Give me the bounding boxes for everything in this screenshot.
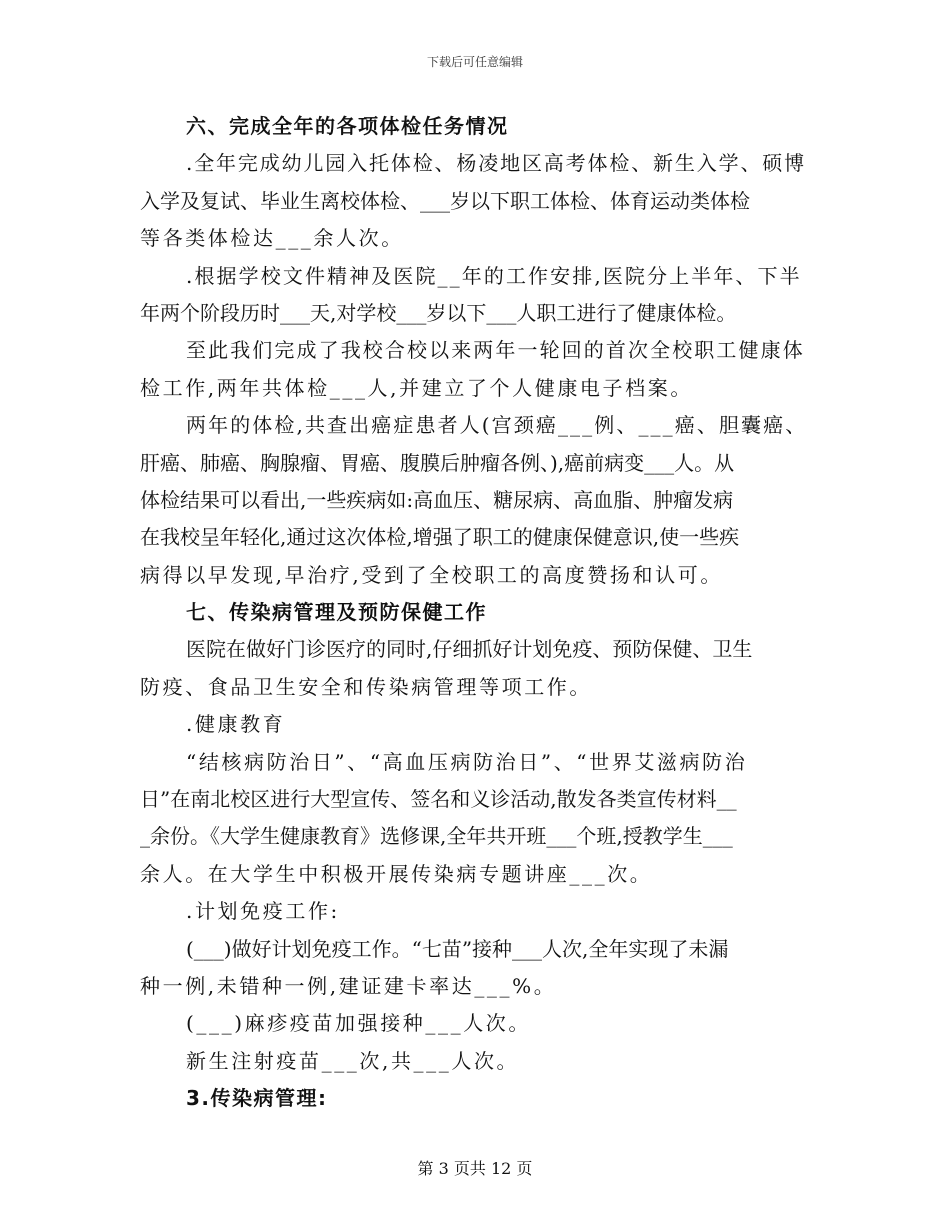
paragraph-line: 肝癌、肺癌、胸腺瘤、胃癌、腹膜后肿瘤各例、),癌前病变___人。从 bbox=[140, 450, 735, 475]
subheading-line: 3.传染病管理: bbox=[186, 1086, 328, 1111]
paragraph-line: 病得以早发现,早治疗,受到了全校职工的高度赞扬和认可。 bbox=[140, 562, 723, 587]
paragraph-line: 体检结果可以看出,一些疾病如:高血压、糖尿病、高血脂、肿瘤发病 bbox=[140, 487, 734, 512]
section-heading-6: 六、完成全年的各项体检任务情况 bbox=[186, 114, 509, 138]
paragraph-line: 日”在南北校区进行大型宣传、签名和义诊活动,散发各类宣传材料__ bbox=[140, 787, 737, 812]
paragraph-line: (___)麻疹疫苗加强接种___人次。 bbox=[186, 1011, 532, 1036]
paragraph-line: 入学及复试、毕业生离校体检、___岁以下职工体检、体育运动类体检 bbox=[140, 188, 750, 213]
paragraph-line: .根据学校文件精神及医院__年的工作安排,医院分上半年、下半 bbox=[186, 263, 802, 288]
paragraph-line: 在我校呈年轻化,通过这次体检,增强了职工的健康保健意识,使一些疾 bbox=[140, 525, 740, 550]
paragraph-line: (___)做好计划免疫工作。“七苗”接种___人次,全年实现了未漏 bbox=[186, 936, 729, 961]
paragraph-line: 余人。在大学生中积极开展传染病专题讲座___次。 bbox=[140, 861, 653, 886]
paragraph-line: 新生注射疫苗___次,共___人次。 bbox=[186, 1048, 520, 1073]
paragraph-line: 等各类体检达___余人次。 bbox=[140, 226, 404, 251]
paragraph-line: 至此我们完成了我校合校以来两年一轮回的首次全校职工健康体 bbox=[186, 338, 805, 363]
paragraph-line: 两年的体检,共查出癌症患者人(宫颈癌___例、___癌、胆囊癌、 bbox=[186, 413, 808, 438]
paragraph-line: 医院在做好门诊医疗的同时,仔细抓好计划免疫、预防保健、卫生 bbox=[186, 637, 753, 662]
section-heading-7: 七、传染病管理及预防保健工作 bbox=[186, 600, 487, 625]
page-header: 下载后可任意编辑 bbox=[426, 55, 523, 69]
paragraph-line: “结核病防治日”、“高血压病防治日”、“世界艾滋病防治 bbox=[186, 749, 748, 774]
paragraph-line: 防疫、食品卫生安全和传染病管理等项工作。 bbox=[140, 674, 592, 699]
paragraph-line: 种一例,未错种一例,建证建卡率达___%。 bbox=[140, 973, 557, 998]
paragraph-line: 年两个阶段历时___天,对学校___岁以下___人职工进行了健康体检。 bbox=[140, 300, 737, 325]
paragraph-line: _余份。《大学生健康教育》选修课,全年共开班___个班,授教学生___ bbox=[140, 824, 733, 849]
paragraph-line: .全年完成幼儿园入托体检、杨凌地区高考体检、新生入学、硕博 bbox=[186, 151, 807, 176]
subheading-line: .计划免疫工作: bbox=[186, 899, 340, 924]
page-footer: 第 3 页共 12 页 bbox=[417, 1159, 533, 1178]
paragraph-line: 检工作,两年共体检___人,并建立了个人健康电子档案。 bbox=[140, 375, 693, 400]
subheading-line: .健康教育 bbox=[186, 712, 286, 737]
document-body bbox=[140, 108, 808, 1118]
